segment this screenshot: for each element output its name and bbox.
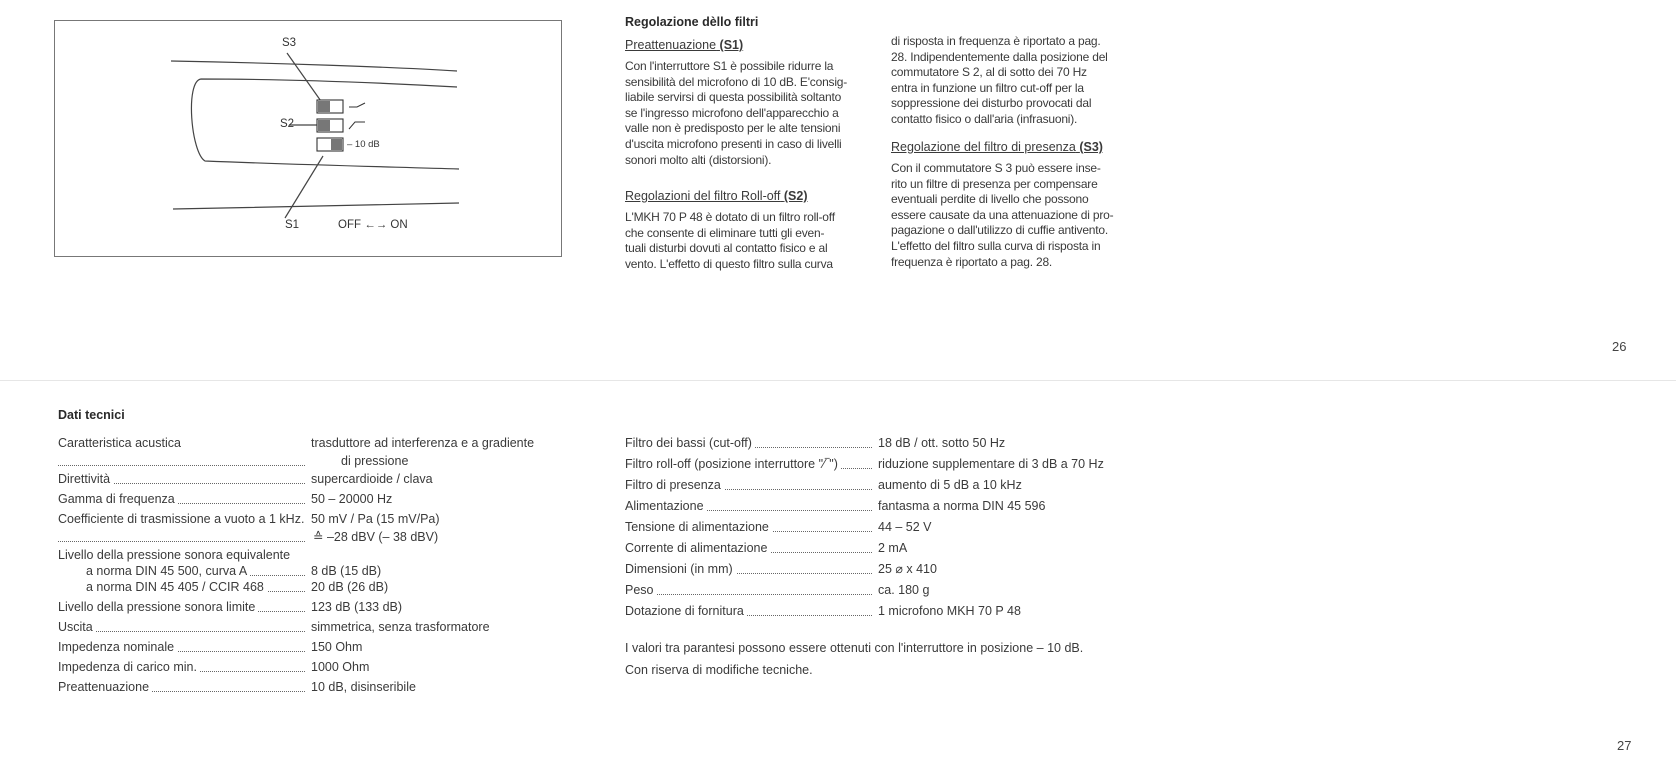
spec-value [309, 678, 416, 696]
spec-value-text: 123 dB (133 dB) [311, 600, 403, 614]
spec-label [625, 518, 876, 536]
spec-value-text: aumento di 5 dB a 10 kHz [878, 478, 1022, 492]
spec-value [876, 581, 929, 599]
s2-continued-paragraph [891, 34, 1108, 128]
s2-cont-line: commutatore S 2, al di sotto dei 70 Hz [891, 65, 1087, 80]
label-s3: S3 [282, 37, 297, 49]
spec-value-text: 50 – 20000 Hz [311, 492, 393, 506]
spec-value [876, 560, 937, 578]
spec-label [625, 476, 876, 494]
spec-row [625, 518, 932, 536]
spec-label [625, 560, 876, 578]
s3-paragraph [891, 161, 1113, 270]
spec-label [625, 434, 876, 452]
specs-note-2: Con riserva di modifiche tecniche. [625, 663, 813, 677]
spec-value-text: 20 dB (26 dB) [311, 580, 389, 594]
spec-row [58, 618, 490, 636]
spec-label-text: Filtro dei bassi (cut-off) [625, 436, 755, 450]
spec-label [58, 490, 309, 508]
spec-value-text: trasduttore ad interferenza e a gradiente [311, 436, 535, 450]
s2-cont-line: contatto fisico o dall'aria (infrasuoni). [891, 111, 1078, 126]
spec-label-text: Alimentazione [625, 499, 707, 513]
s3-line: L'effetto del filtro sulla curva di risposta in [891, 238, 1101, 253]
s2-line: vento. L'effetto di questo filtro sulla curva [625, 256, 833, 271]
spec-label [58, 470, 309, 488]
leader-dots [625, 594, 872, 595]
s3-line: pagazione o dall'utilizzo di cuffie antivento. [891, 223, 1109, 238]
spec-value-text: ca. 180 g [878, 583, 930, 597]
label-off-on: OFF ←→ ON [338, 219, 408, 231]
spec-value [876, 518, 932, 536]
spec-value [876, 434, 1005, 452]
spec-value-text: 25 ⌀ x 410 [878, 562, 937, 576]
leader-dots [58, 541, 305, 542]
spec-value-text: simmetrica, senza trasformatore [311, 620, 490, 634]
s1-paragraph [625, 59, 847, 168]
s3-line: Con il commutatore S 3 può essere inse- [891, 161, 1101, 175]
s3-heading-tag: (S3) [1079, 140, 1103, 154]
s3-line: essere causate da una attenuazione di pro- [891, 207, 1114, 222]
spec-value-text: 50 mV / Pa (15 mV/Pa) [311, 512, 440, 526]
s1-heading [625, 38, 743, 52]
spec-value-text: riduzione supplementare di 3 dB a 70 Hz [878, 457, 1104, 471]
s1-line: liabile servirsi di questa possibilità soltanto [625, 90, 842, 105]
spec-row [625, 602, 1021, 620]
spec-label-text: Direttività [58, 472, 113, 486]
spec-value-continuation: di pressione [341, 454, 409, 468]
body-outline-bottom [173, 203, 459, 209]
spec-label-text: Filtro roll-off (posizione interruttore "⁄‾") [625, 457, 841, 471]
s2-heading-text: Regolazioni del filtro Roll-off [625, 189, 781, 203]
specs-title: Dati tecnici [58, 408, 125, 422]
spec-value [876, 476, 1022, 494]
s2-cont-line: entra in funzione un filtro cut-off per la [891, 80, 1084, 95]
s1-heading-text: Preattenuazione [625, 38, 717, 52]
spec-label [625, 497, 876, 515]
filters-title: Regolazione dèllo filtri [625, 15, 759, 29]
spec-label [625, 539, 876, 557]
spec-row [58, 658, 369, 676]
spec-label-text: Livello della pressione sonora equivalente [58, 548, 293, 562]
spec-label [58, 578, 309, 596]
spec-row [625, 581, 929, 599]
label-s1: S1 [285, 219, 300, 231]
spec-label [58, 598, 309, 616]
spec-label-text: a norma DIN 45 405 / CCIR 468 [58, 580, 267, 594]
spec-label-text: Uscita [58, 620, 96, 634]
specs-right-table [625, 434, 1145, 654]
s1-heading-tag: (S1) [719, 38, 744, 52]
switch-diagram [54, 20, 562, 257]
spec-label-text: Caratteristica acustica [58, 436, 184, 450]
s2-cont-line: soppressione dei disturbo provocati dal [891, 96, 1092, 111]
spec-value-text: 44 – 52 V [878, 520, 932, 534]
spec-label-text: Dimensioni (in mm) [625, 562, 736, 576]
s1-line: d'uscita microfono presenti in caso di livelli [625, 136, 842, 151]
switch-s3 [317, 100, 365, 113]
spec-value-text: 18 dB / ott. sotto 50 Hz [878, 436, 1006, 450]
spec-row [58, 546, 293, 564]
spec-value [309, 598, 402, 616]
s1-line: valle non è predisposto per le alte tensioni [625, 121, 841, 136]
s2-line: che consente di eliminare tutti gli even- [625, 225, 825, 240]
spec-label-text: Impedenza nominale [58, 640, 177, 654]
spec-label-text: Impedenza di carico min. [58, 660, 200, 674]
label-s2: S2 [280, 118, 295, 130]
spec-value [309, 434, 534, 470]
spec-value-continuation: ≙ –28 dBV (– 38 dBV) [313, 530, 439, 544]
spec-label-text: Peso [625, 583, 657, 597]
spec-label-text: Corrente di alimentazione [625, 541, 770, 555]
s3-line: rito un filtre di presenza per compensare [891, 176, 1098, 191]
spec-value [876, 455, 1104, 473]
spec-value-text: supercardioide / clava [311, 472, 433, 486]
s2-heading-tag: (S2) [783, 189, 808, 203]
s1-leader [285, 156, 323, 218]
switch-s2 [317, 119, 365, 132]
spec-label-text: Preattenuazione [58, 680, 152, 694]
page-number-top: 26 [1612, 339, 1627, 354]
spec-value-text: 8 dB (15 dB) [311, 564, 382, 578]
s1-line: se l'ingresso microfono dell'apparecchio a [625, 105, 839, 120]
spec-row [58, 470, 433, 488]
spec-label [58, 510, 309, 546]
s3-leader [287, 53, 323, 104]
spec-row [625, 476, 1022, 494]
spec-label [58, 638, 309, 656]
spec-value [309, 658, 369, 676]
spec-label [58, 434, 309, 470]
spec-row [58, 598, 402, 616]
body-outline-top [171, 61, 457, 71]
spec-label-text: Filtro di presenza [625, 478, 724, 492]
spec-label [625, 602, 876, 620]
s3-heading [891, 140, 1103, 154]
s2-line: tuali disturbi dovuti al contatto fisico e al [625, 241, 828, 256]
spec-value-text: 2 mA [878, 541, 908, 555]
spec-value [876, 602, 1021, 620]
spec-row [58, 434, 534, 470]
s2-cont-line: di risposta in frequenza è riportato a pag. [891, 34, 1101, 48]
spec-label [58, 678, 309, 696]
spec-value-text: 1 microfono MKH 70 P 48 [878, 604, 1021, 618]
s1-line: sonori molto alti (distorsioni). [625, 152, 772, 167]
spec-label [58, 618, 309, 636]
spec-row [625, 434, 1005, 452]
s2-cont-line: 28. Indipendentemente dalla posizione del [891, 49, 1108, 64]
microphone-body-illustration [55, 21, 563, 258]
spec-value [876, 497, 1045, 515]
s3-heading-text: Regolazione del filtro di presenza [891, 140, 1076, 154]
spec-label [58, 658, 309, 676]
specs-note-1: I valori tra parantesi possono essere ottenuti con l'interruttore in posizione – 10 dB. [625, 641, 1084, 655]
s1-line: Con l'interruttore S1 è possibile ridurre la [625, 59, 834, 73]
spec-value-text: 1000 Ohm [311, 660, 370, 674]
spec-row [625, 455, 1104, 473]
s2-heading [625, 189, 808, 203]
spec-value [309, 638, 362, 656]
spec-row [625, 497, 1045, 515]
s3-line: eventuali perdite di livello che possono [891, 192, 1089, 207]
spec-label-text: a norma DIN 45 500, curva A [58, 564, 250, 578]
spec-label-text: Livello della pressione sonora limite [58, 600, 258, 614]
spec-value [309, 490, 392, 508]
spec-row [58, 678, 416, 696]
spec-value [876, 539, 907, 557]
spec-label-text: Coefficiente di trasmissione a vuoto a 1 kHz. [58, 512, 307, 526]
s1-line: sensibilità del microfono di 10 dB. E'consig- [625, 74, 848, 89]
s2-paragraph [625, 210, 835, 272]
spec-value [309, 618, 490, 636]
spec-value-text: 10 dB, disinseribile [311, 680, 416, 694]
page-number-bottom: 27 [1617, 738, 1632, 753]
spec-label [625, 455, 876, 473]
spec-row [625, 539, 907, 557]
spec-row [58, 578, 388, 596]
page-divider [0, 380, 1676, 381]
spec-row [58, 510, 440, 546]
s2-line: L'MKH 70 P 48 è dotato di un filtro roll-off [625, 210, 835, 224]
spec-label-text: Tensione di alimentazione [625, 520, 772, 534]
spec-row [625, 560, 937, 578]
spec-row [58, 638, 362, 656]
spec-value [309, 470, 433, 488]
spec-label-text: Gamma di frequenza [58, 492, 178, 506]
leader-dots [58, 465, 305, 466]
spec-label-text: Dotazione di fornitura [625, 604, 747, 618]
spec-row [58, 490, 392, 508]
spec-value-text: 150 Ohm [311, 640, 363, 654]
spec-label [58, 546, 293, 564]
s3-line: frequenza è riportato a pag. 28. [891, 254, 1053, 269]
label-minus-10db: – 10 dB [347, 139, 380, 150]
spec-value [309, 578, 388, 596]
switch-s1 [317, 138, 343, 151]
specs-left-table [58, 434, 558, 694]
spec-label [625, 581, 876, 599]
spec-value-text: fantasma a norma DIN 45 596 [878, 499, 1046, 513]
spec-value [309, 510, 440, 546]
